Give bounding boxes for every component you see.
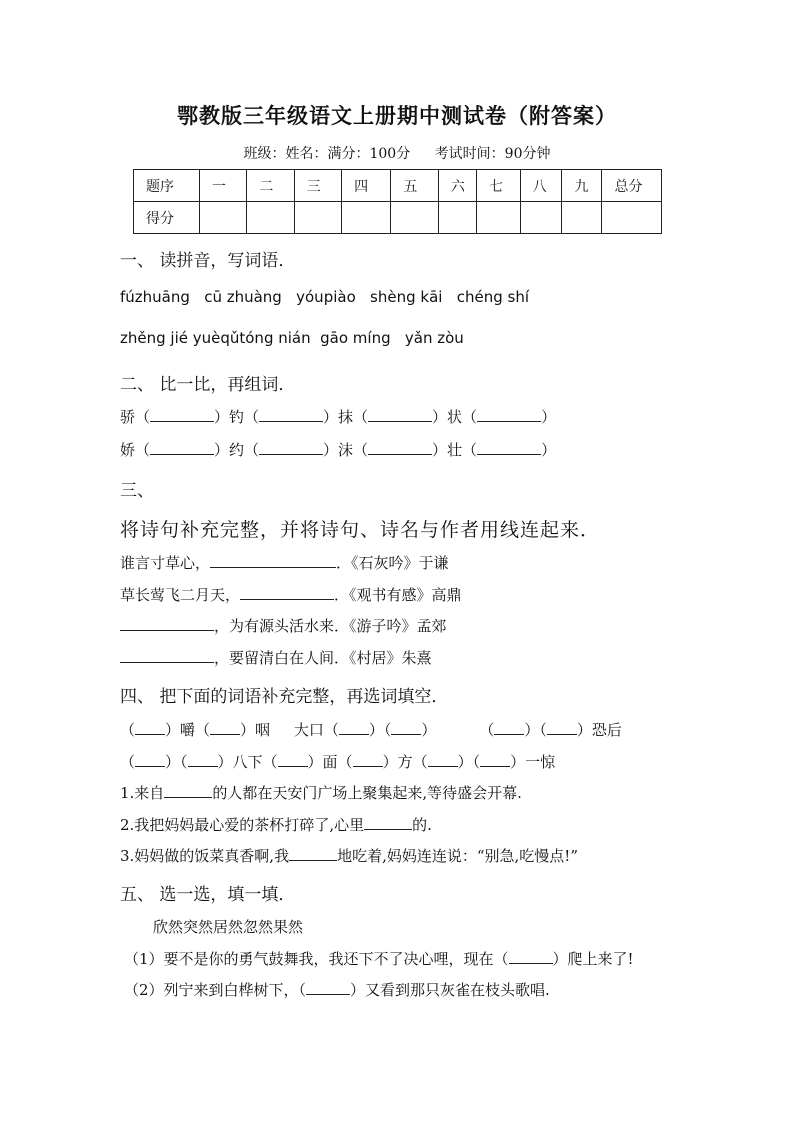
answer-blank[interactable] [368, 407, 432, 422]
idiom-text: ）面（ [307, 753, 353, 771]
page-title: 鄂教版三年级语文上册期中测试卷（附答案） [177, 103, 617, 128]
answer-blank[interactable] [120, 648, 214, 663]
table-row [134, 202, 662, 234]
idiom-text: ）（ [368, 721, 392, 739]
score-cell[interactable] [247, 202, 294, 234]
column-header: 二 [247, 170, 294, 202]
char-label: ） [541, 408, 557, 426]
answer-blank[interactable] [210, 553, 336, 568]
column-header: 九 [562, 170, 602, 202]
question-text: ）又看到那只灰雀在枝头歌唱. [350, 981, 550, 999]
answer-blank[interactable] [135, 720, 165, 735]
idiom-text: （ [120, 721, 136, 739]
choose-question-1 [124, 948, 634, 969]
answer-blank[interactable] [480, 752, 510, 767]
answer-blank[interactable] [278, 752, 308, 767]
exam-info [0, 143, 794, 163]
char-label: ）壮（ [432, 441, 478, 459]
column-header: 总分 [602, 170, 662, 202]
idiom-row-2 [120, 751, 555, 772]
poem-line-2 [120, 584, 462, 605]
section-1-heading: 一、 读拼音，写词语． [120, 251, 296, 271]
compare-row-1 [120, 406, 556, 427]
fill-question-2 [120, 814, 432, 835]
question-text: 的人都在天安门广场上聚集起来,等待盛会开幕. [212, 784, 522, 802]
table-row-header: 得分 [134, 202, 200, 234]
poem-source: ．《观书有感》高鼎 [334, 586, 462, 604]
question-text: （1）要不是你的勇气鼓舞我，我还下不了决心哩，现在（ [124, 950, 509, 968]
pinyin-line-2: zhěng jié yuèqǔtóng nián gāo míng yǎn zòu [120, 329, 464, 347]
score-cell[interactable] [520, 202, 562, 234]
word-options: 欣然突然居然忽然果然 [153, 918, 304, 936]
choose-question-2 [124, 979, 550, 1000]
fill-question-3 [120, 845, 578, 866]
poem-text: ，为有源头活水来．《游子吟》孟郊 [214, 617, 447, 635]
column-header: 三 [294, 170, 341, 202]
answer-blank[interactable] [289, 846, 337, 861]
idiom-text: ）（ [165, 753, 188, 771]
question-text: 3.妈妈做的饭菜真香啊,我 [120, 847, 290, 865]
answer-blank[interactable] [364, 815, 412, 830]
idiom-text: ）（ [457, 753, 481, 771]
score-cell[interactable] [199, 202, 246, 234]
score-cell[interactable] [342, 202, 391, 234]
pinyin-line-1: fúzhuāng cū zhuàng yóupiào shèng kāi chéng shí [120, 288, 530, 306]
score-cell[interactable] [476, 202, 520, 234]
answer-blank[interactable] [477, 440, 541, 455]
score-cell[interactable] [294, 202, 341, 234]
answer-blank[interactable] [240, 585, 334, 600]
char-label: ）状（ [432, 408, 478, 426]
answer-blank[interactable] [188, 752, 218, 767]
class-name-score-label: 班级：姓名：满分：100分 [243, 146, 411, 162]
column-header: 八 [520, 170, 562, 202]
poem-text: 草长莺飞二月天， [120, 586, 241, 604]
table-row-header: 题序 [134, 170, 200, 202]
poem-source: ．《石灰吟》于谦 [336, 554, 449, 572]
answer-blank[interactable] [306, 980, 350, 995]
answer-blank[interactable] [509, 949, 553, 964]
char-label: ）钓（ [214, 408, 260, 426]
answer-blank[interactable] [259, 407, 323, 422]
answer-blank[interactable] [210, 720, 240, 735]
score-cell[interactable] [391, 202, 438, 234]
column-header: 一 [199, 170, 246, 202]
idiom-text: ）嚼（ [165, 721, 211, 739]
idiom-text: （ [120, 753, 136, 771]
question-text: 的. [412, 816, 432, 834]
answer-blank[interactable] [353, 752, 383, 767]
column-header: 六 [438, 170, 476, 202]
idiom-text: ）方（ [382, 753, 428, 771]
answer-blank[interactable] [477, 407, 541, 422]
answer-blank[interactable] [339, 720, 369, 735]
char-label: ） [541, 441, 557, 459]
idiom-text: ）一惊 [510, 753, 556, 771]
section-3-instruction: 将诗句补充完整，并将诗句、诗名与作者用线连起来． [120, 519, 601, 541]
idiom-text: ）八下（ [217, 753, 278, 771]
question-text: 1.来自 [120, 784, 165, 802]
answer-blank[interactable] [391, 720, 421, 735]
section-2-heading: 二、 比一比，再组词． [120, 375, 296, 395]
score-cell[interactable] [438, 202, 476, 234]
answer-blank[interactable] [120, 616, 214, 631]
idiom-text: ）咽 大口（ [240, 721, 339, 739]
poem-text: ，要留清白在人间．《村居》朱熹 [214, 649, 432, 667]
compare-row-2 [120, 439, 556, 460]
answer-blank[interactable] [547, 720, 577, 735]
fill-question-1 [120, 782, 522, 803]
char-label: ）约（ [214, 441, 260, 459]
poem-line-1 [120, 552, 449, 573]
poem-text: 谁言寸草心， [120, 554, 211, 572]
char-label: 骄（ [120, 408, 151, 426]
idiom-text: ）恐后 [576, 721, 622, 739]
idiom-text: ）（ [524, 721, 547, 739]
poem-line-3 [120, 615, 447, 636]
answer-blank[interactable] [135, 752, 165, 767]
section-4-heading: 四、 把下面的词语补充完整，再选词填空． [120, 687, 449, 707]
column-header: 五 [391, 170, 438, 202]
score-cell[interactable] [562, 202, 602, 234]
question-text: 2.我把妈妈最心爱的茶杯打碎了,心里 [120, 816, 365, 834]
answer-blank[interactable] [259, 440, 323, 455]
score-table [133, 169, 662, 234]
idiom-row-1 [120, 719, 622, 740]
column-header: 七 [476, 170, 520, 202]
answer-blank[interactable] [150, 407, 214, 422]
column-header: 四 [342, 170, 391, 202]
answer-blank[interactable] [368, 440, 432, 455]
char-label: ）沫（ [323, 441, 369, 459]
answer-blank[interactable] [428, 752, 458, 767]
section-3-heading: 三、 [120, 481, 154, 501]
poem-line-4 [120, 647, 432, 668]
char-label: 娇（ [120, 441, 151, 459]
table-row [134, 170, 662, 202]
question-text: （2）列宁来到白桦树下，（ [124, 981, 307, 999]
exam-time-label: 考试时间：90分钟 [434, 146, 551, 162]
answer-blank[interactable] [164, 783, 212, 798]
section-5-heading: 五、 选一选，填一填． [120, 885, 296, 905]
idiom-text: ） （ [421, 721, 495, 739]
answer-blank[interactable] [494, 720, 524, 735]
answer-blank[interactable] [150, 440, 214, 455]
score-cell[interactable] [602, 202, 662, 234]
question-text: ）爬上来了! [552, 950, 634, 968]
question-text: 地吃着,妈妈连连说：“别急,吃慢点!” [337, 847, 578, 865]
char-label: ）抹（ [323, 408, 369, 426]
